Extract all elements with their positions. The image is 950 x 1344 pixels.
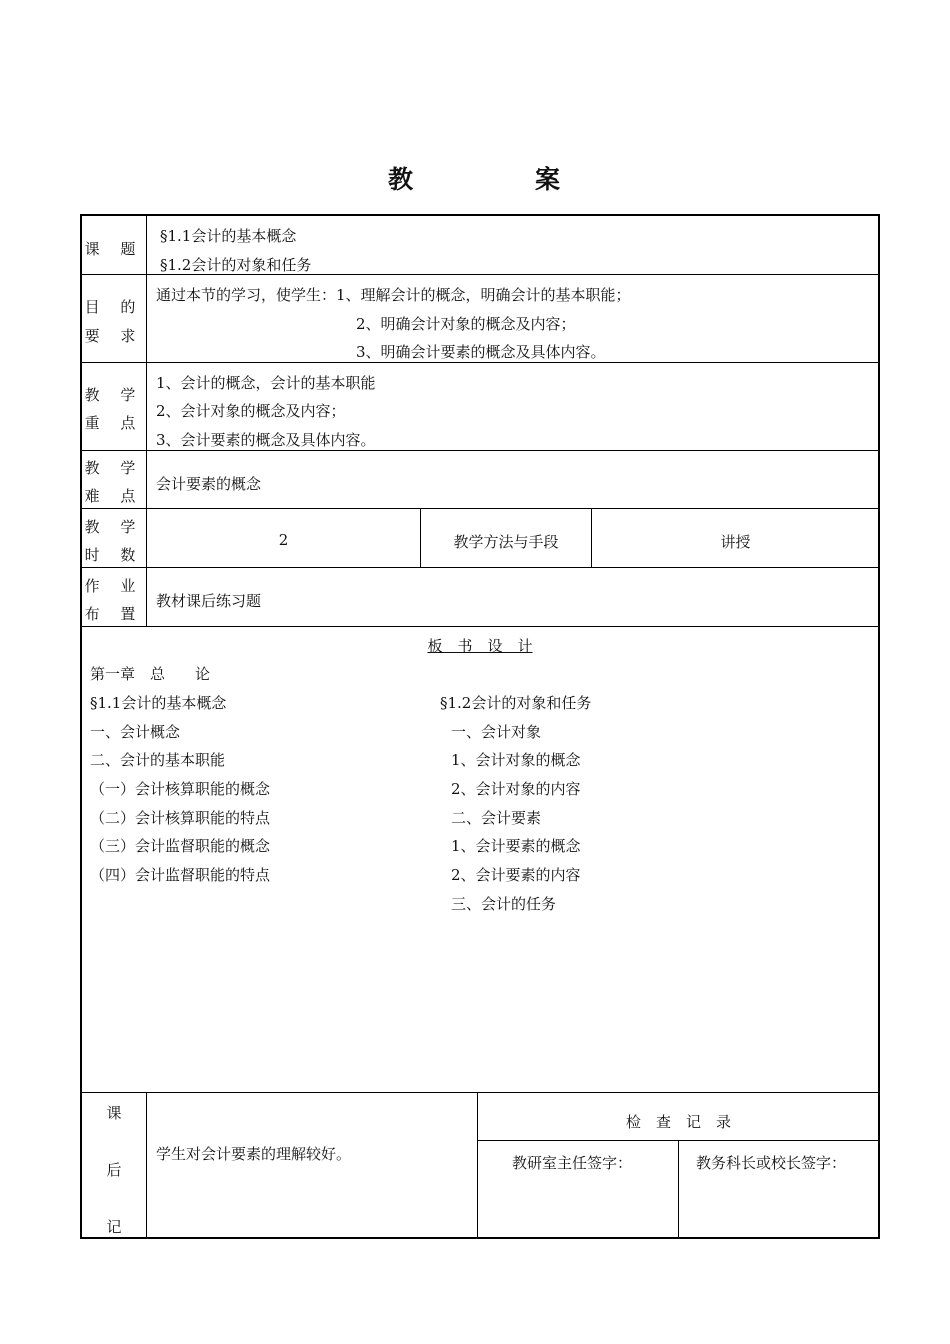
title-char-right: 案 <box>535 165 563 194</box>
postscript-label-char: 后 <box>106 1161 122 1179</box>
board-right-item: 2、会计对象的内容 <box>451 780 581 798</box>
objectives-line-3: 3、明确会计要素的概念及具体内容。 <box>356 343 606 361</box>
board-right-item: 一、会计对象 <box>451 723 542 741</box>
key-points-label-1: 教 学 <box>84 386 144 404</box>
key-point-3: 3、会计要素的概念及具体内容。 <box>156 431 376 449</box>
title-char-left: 教 <box>387 165 415 194</box>
board-right-item: 2、会计要素的内容 <box>451 866 581 884</box>
method-value: 讲授 <box>720 533 751 551</box>
board-left-item: （二）会计核算职能的特点 <box>90 809 271 827</box>
key-point-1: 1、会计的概念，会计的基本职能 <box>156 374 376 392</box>
objectives-label-1: 目 的 <box>84 298 144 316</box>
dept-head-signature-label: 教研室主任签字： <box>512 1154 633 1172</box>
board-left-item: 二、会计的基本职能 <box>90 751 226 769</box>
board-left-item: （三）会计监督职能的概念 <box>90 837 271 855</box>
method-label: 教学方法与手段 <box>453 533 559 551</box>
postscript-label-char: 课 <box>106 1104 122 1122</box>
board-right-item: 1、会计要素的概念 <box>451 837 581 855</box>
objectives-line-1: 通过本节的学习，使学生：1、理解会计的概念，明确会计的基本职能； <box>156 286 631 304</box>
key-point-2: 2、会计对象的概念及内容； <box>156 402 346 420</box>
key-points-label-2: 重 点 <box>84 414 144 432</box>
board-right-item: 二、会计要素 <box>451 809 542 827</box>
board-left-item: 一、会计概念 <box>90 723 181 741</box>
dean-signature-label: 教务科长或校长签字： <box>696 1154 847 1172</box>
objectives-label-2: 要 求 <box>84 327 144 345</box>
objectives-line-2: 2、明确会计对象的概念及内容； <box>356 315 576 333</box>
topic-line-1: §1.1会计的基本概念 <box>160 227 297 245</box>
homework-label-1: 作 业 <box>84 577 144 595</box>
document-title <box>0 160 950 196</box>
difficulty-label-2: 难 点 <box>84 487 144 505</box>
board-left-item: （四）会计监督职能的特点 <box>90 866 271 884</box>
board-right-item: 三、会计的任务 <box>451 895 557 913</box>
homework-text: 教材课后练习题 <box>156 592 262 610</box>
hours-value: 2 <box>278 531 289 549</box>
board-heading: 板 书 设 计 <box>427 637 533 655</box>
board-left-item: （一）会计核算职能的概念 <box>90 780 271 798</box>
board-right-item: §1.2会计的对象和任务 <box>440 694 592 712</box>
check-record-heading: 检 查 记 录 <box>625 1113 731 1131</box>
homework-label-2: 布 置 <box>84 605 144 623</box>
board-chapter: 第一章 总 论 <box>90 665 211 683</box>
difficulty-label-1: 教 学 <box>84 459 144 477</box>
postscript-text: 学生对会计要素的理解较好。 <box>156 1145 352 1163</box>
postscript-label-char: 记 <box>106 1218 122 1236</box>
board-left-item: §1.1会计的基本概念 <box>90 694 227 712</box>
difficulty-text: 会计要素的概念 <box>156 475 262 493</box>
hours-label-1: 教 学 <box>84 518 144 536</box>
topic-line-2: §1.2会计的对象和任务 <box>160 256 312 274</box>
topic-label: 课 题 <box>84 240 144 258</box>
hours-label-2: 时 数 <box>84 546 144 564</box>
board-right-item: 1、会计对象的概念 <box>451 751 581 769</box>
